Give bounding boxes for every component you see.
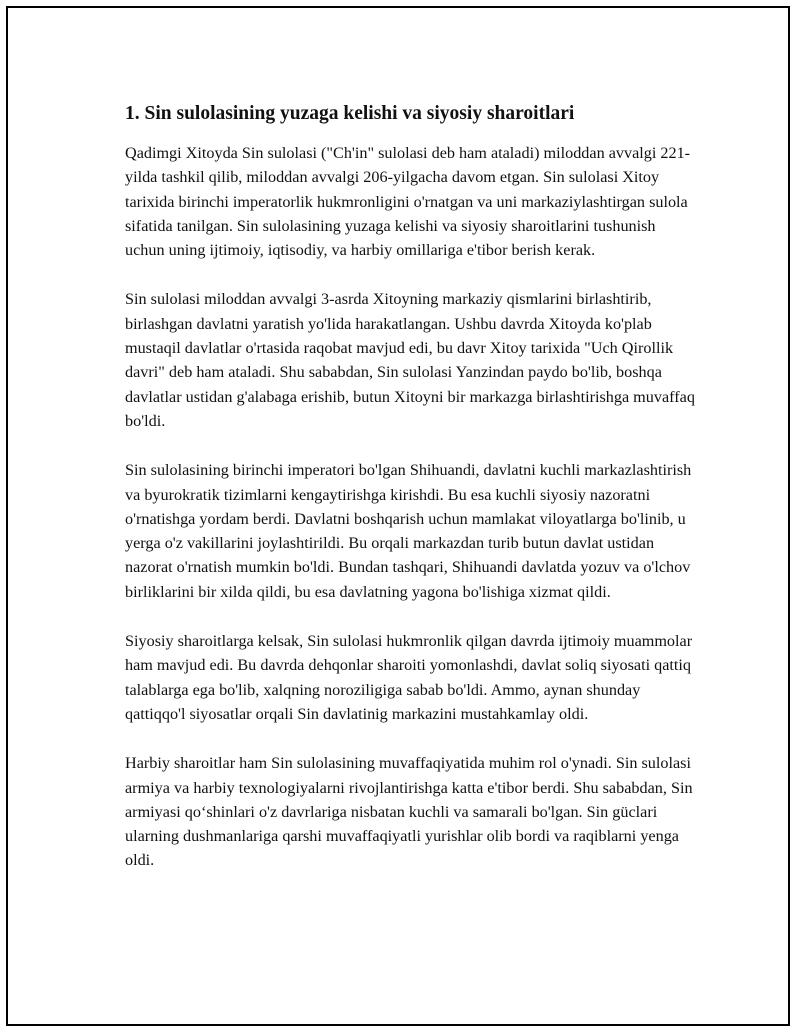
paragraph-1: Qadimgi Xitoyda Sin sulolasi ("Ch'in" sulolasi deb ham ataladi) miloddan avvalgi 221-yilda tashkil qilib, miloddan avvalgi 206-yilgacha davom etgan. Sin sulolasi Xitoy tarixida birinchi imperatorlik hukmronligini o'rnatgan va uni markaziylashtirgan sulola sifatida tanilgan. Sin sulolasining yuzaga kelishi va siyosiy sharoitlarini tushunish uchun uning ijtimoiy, iqtisodiy, va harbiy omillariga e'tibor berish kerak. <box>125 144 691 260</box>
paragraph-2: Sin sulolasi miloddan avvalgi 3-asrda Xitoyning markaziy qismlarini birlashtirib, birlashgan davlatni yaratish yo'lida harakatlangan. Ushbu davrda Xitoyda ko'plab mustaqil davlatlar o'rtasida raqobat mavjud edi, bu davr Xitoy tarixida "Uch Qirollik davri" deb ham ataladi. Shu sababdan, Sin sulolasi Yanzindan paydo bo'lib, boshqa davlatlar ustidan g'alabaga erishib, butun Xitoyni bir markazga birlashtirishga muvaffaq bo'ldi. <box>125 290 695 430</box>
paragraph-3: Sin sulolasining birinchi imperatori bo'lgan Shihuandi, davlatni kuchli markazlashtirish va byurokratik tizimlarni kengaytirishga kirishdi. Bu esa kuchli siyosiy nazoratni o'rnatishga yordam berdi. Davlatni boshqarish uchun mamlakat viloyatlarga bo'linib, u yerga o'z vakillarini joylashtirildi. Bu orqali markazdan turib butun davlat ustidan nazorat o'rnatish mumkin bo'ldi. Bundan tashqari, Shihuandi davlatda yozuv va o'lchov birliklarini bir xilda qildi, bu esa davlatning yagona bo'lishiga xizmat qildi. <box>125 461 692 601</box>
document-body <box>125 100 697 898</box>
paragraph-5: Harbiy sharoitlar ham Sin sulolasining muvaffaqiyatida muhim rol o'ynadi. Sin sulolasi armiya va harbiy texnologiyalarni rivojlantirishga katta e'tibor berdi. Shu sababdan, Sin armiyasi qo‘shinlari o'z davrlariga nisbatan kuchli va samarali bo'lgan. Sin güclari ularning dushmanlariga qarshi muvaffaqiyatli yurishlar olib bordi va raqiblarni yenga oldi. <box>125 754 693 870</box>
section-heading: 1. Sin sulolasining yuzaga kelishi va siyosiy sharoitlari <box>125 103 575 124</box>
page-frame <box>6 6 790 1026</box>
paragraph-4: Siyosiy sharoitlarga kelsak, Sin sulolasi hukmronlik qilgan davrda ijtimoiy muammolar ham mavjud edi. Bu davrda dehqonlar sharoiti yomonlashdi, davlat soliq siyosati qattiq talablarga ega bo'lib, xalqning noroziligiga sabab bo'ldi. Ammo, aynan shunday qattiqqo'l siyosatlar orqali Sin davlatinig markazini mustahkamlay oldi. <box>125 632 693 723</box>
